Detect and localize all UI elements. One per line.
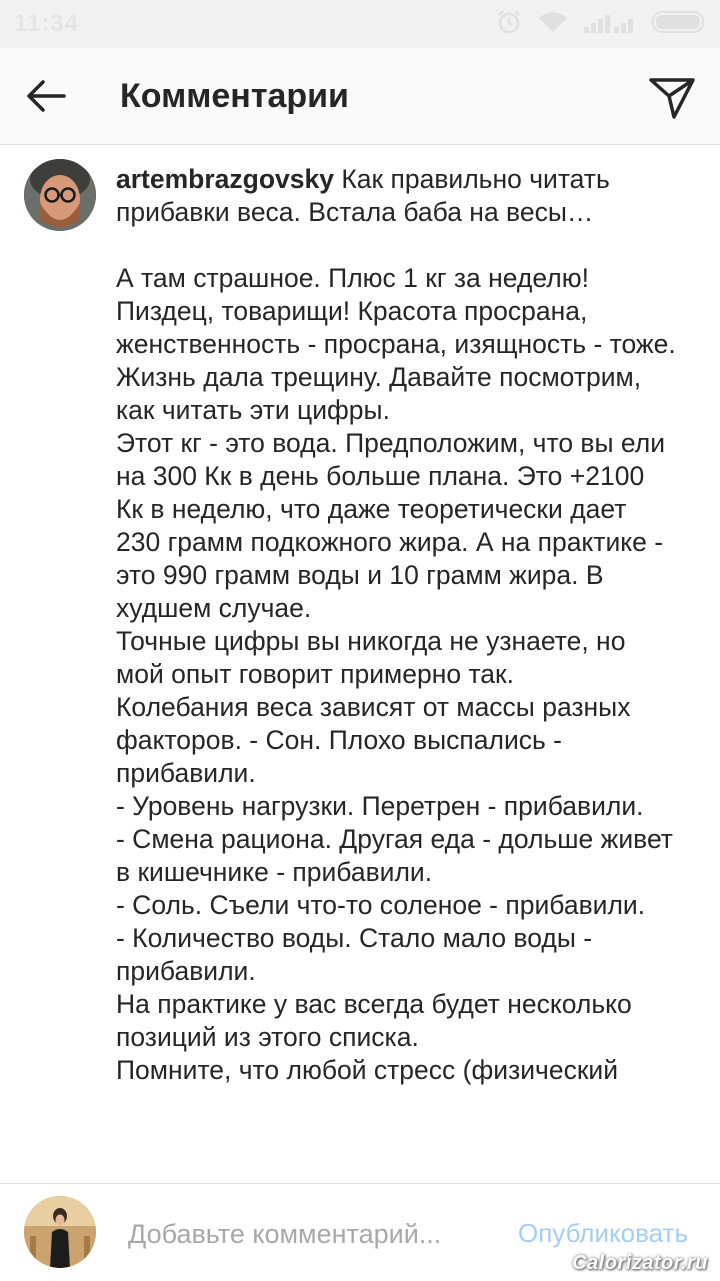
back-button[interactable] xyxy=(22,72,70,120)
back-arrow-icon xyxy=(26,79,66,113)
battery-icon xyxy=(652,10,708,39)
comment-text: Как правильно читать прибавки веса. Встала баба на весы… А там страшное. Плюс 1 кг за неделю! Пиздец, товарищи! Красота просрана, женственность - просрана, изящность - тоже. Жизнь дала трещину. Давайте посмотрим, как читать эти цифры. Этот кг - это вода. Предположим, что вы ели на 300 Кк в день больше плана. Это +2100 Кк в неделю, что даже теоретически дает 230 грамм подкожного жира. А на практике - это 990 грамм воды и 10 грамм жира. В худшем случае. Точные цифры вы никогда не узнаете, но мой опыт говорит примерно так. Колебания веса зависят от массы разных факторов. - Сон. Плохо выспались - прибавили. - Уровень нагрузки. Перетрен - прибавили. - Смена рациона. Другая еда - дольше живет в кишечнике - прибавили. - Соль. Съели что-то соленое - прибавили. - Количество воды. Стало мало воды - прибавили. На практике у вас всегда будет несколько позиций из этого списка. Помните, что любой стресс (физический xyxy=(116,164,676,1085)
status-bar xyxy=(0,0,720,48)
paper-plane-icon xyxy=(648,76,696,120)
status-icons xyxy=(496,10,708,38)
status-time: 11:34 xyxy=(14,10,80,37)
add-comment-input[interactable] xyxy=(128,1214,468,1254)
signal-icon xyxy=(584,11,636,38)
bearded-man-avatar-image xyxy=(24,159,96,231)
commenter-avatar[interactable] xyxy=(24,159,96,231)
wifi-icon xyxy=(538,10,568,39)
alarm-icon xyxy=(496,9,522,40)
page-title: Комментарии xyxy=(120,77,349,115)
woman-avatar-image xyxy=(24,1196,96,1268)
comment-thread xyxy=(0,145,720,1183)
publish-button[interactable]: Опубликовать xyxy=(517,1218,688,1248)
my-avatar xyxy=(24,1196,96,1268)
comment-input-bar xyxy=(0,1183,720,1281)
comment-username[interactable]: artembrazgovsky xyxy=(116,164,334,194)
comment-body xyxy=(116,163,676,1087)
watermark: Calorizator.ru xyxy=(572,1252,708,1274)
direct-share-button[interactable] xyxy=(646,72,698,124)
app-bar xyxy=(0,48,720,145)
